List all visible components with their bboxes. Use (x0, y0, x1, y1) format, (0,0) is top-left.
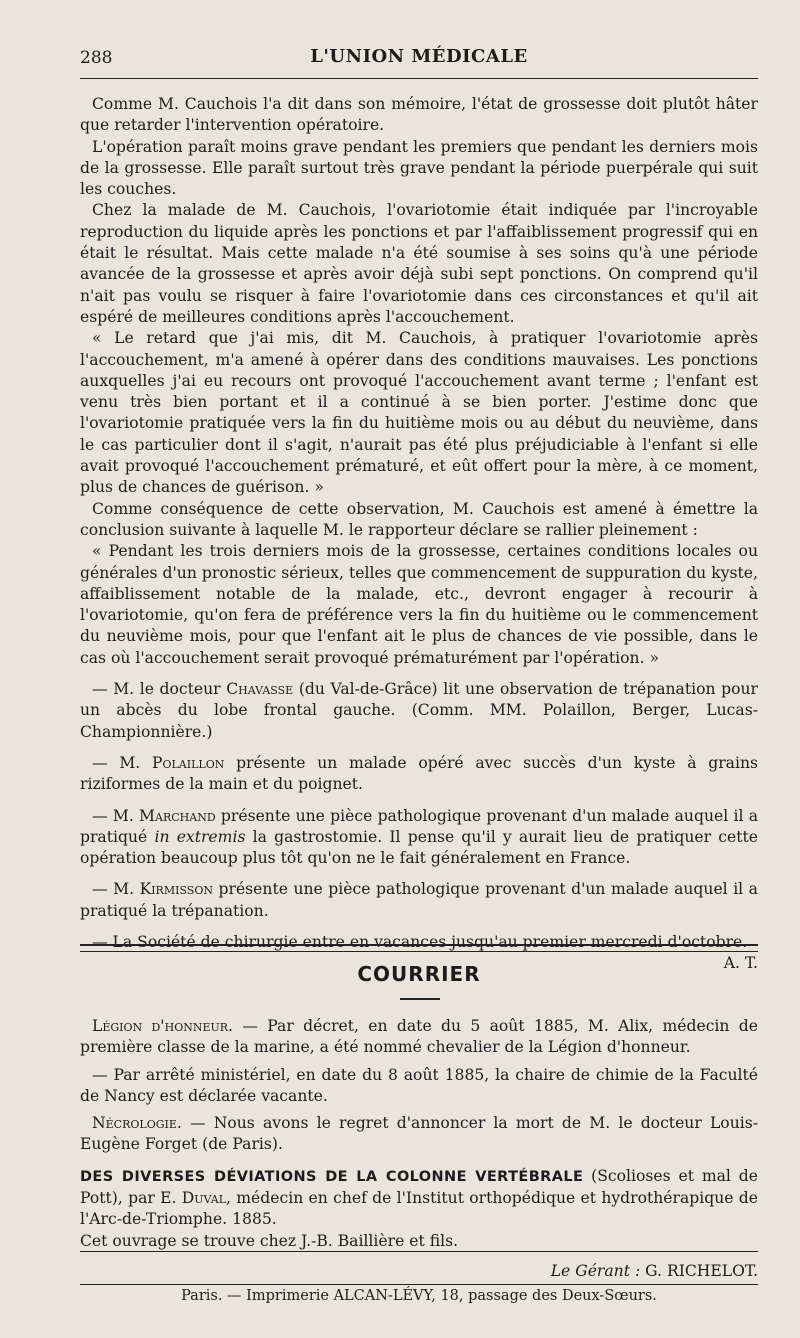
section-title: COURRIER (357, 962, 481, 986)
courrier-section (80, 1016, 758, 1252)
paragraph: « Le retard que j'ai mis, dit M. Cauchois, à pratiquer l'ovariotomie après l'accouchement, m'a amené à opérer dans des conditions mauvaises. Les ponctions auxquelles j'ai eu recours ont provoqué l'accouchement avant terme ; l'enfant est venu très bien portant et il a continué à se bien porter. J'estime donc que l'ovariotomie pratiquée vers la fin du huitième mois ou au début du neuvième, dans le cas particulier dont il s'agit, n'aurait pas été plus préjudiciable à l'enfant si elle avait provoqué l'accouchement prématuré, et eût offert pour la mère, à ce moment, plus de chances de guérison. » (80, 329, 758, 497)
text-run: (Scolioses et mal de Pott), par E. (80, 1166, 758, 1208)
text-run: présente une pièce pathologique provenant d'un malade auquel il a pratiqué (80, 806, 758, 846)
text-run: — Par décret, en date du 5 août 1885, M. Alix, médecin de première classe de la marine, a été nommé chevalier de la Légion d'honneur. (80, 1017, 758, 1057)
title-underline (400, 998, 440, 1000)
author-name: Polaillon (151, 753, 225, 772)
page-header (80, 44, 758, 74)
text-run: (du Val-de-Grâce) lit une observation de trépanation pour un abcès du lobe frontal gauche. (Comm. MM. Polaillon, Berger, Lucas-Championnière.) (80, 680, 758, 741)
journal-title: L'UNION MÉDICALE (310, 46, 528, 67)
signature: A. T. (723, 954, 758, 973)
text-run: la gastrostomie. Il pense qu'il y aurait lieu de pratiquer cette opération beaucoup plus tôt qu'on ne le fait généralement en France. (80, 827, 758, 868)
author-name: Kirmisson (139, 880, 213, 899)
news-item-nancy: — Par arrêté ministériel, en date du 8 août 1885, la chaire de chimie de la Faculté de Nancy est déclarée vacante. (80, 1065, 758, 1105)
italic-term: in extremis (154, 827, 246, 846)
text-run: — M. (92, 806, 140, 825)
gerant-name: G. RICHELOT. (640, 1262, 758, 1280)
book-notice (80, 1166, 758, 1231)
paragraph: L'opération paraît moins grave pendant les premiers que pendant les derniers mois de la grossesse. Elle paraît surtout très grave pendant la période puerpérale qui suit les couches. (80, 137, 758, 199)
author-name: Chavasse (226, 680, 294, 699)
footer-rule-2 (80, 1284, 758, 1285)
header-rule (80, 78, 758, 79)
printer-imprint: Paris. — Imprimerie ALCAN-LÉVY, 18, passage des Deux-Sœurs. (181, 1288, 657, 1304)
paragraph: Comme conséquence de cette observation, M. Cauchois est amené à émettre la conclusion suivante à laquelle M. le rapporteur déclare se rallier pleinement : (80, 499, 758, 539)
text-run: présente une pièce pathologique provenant d'un malade auquel il a pratiqué la trépanation. (80, 880, 758, 920)
text-run: — Nous avons le regret d'annoncer la mort de M. le docteur Louis-Eugène Forget (de Paris). (80, 1114, 758, 1154)
text-run: — M. (92, 880, 140, 899)
footer-rule (80, 1251, 758, 1252)
news-item-necrologie (80, 1113, 758, 1156)
text-run: , médecin en chef de l'Institut orthopédique et hydrothérapique de l'Arc-de-Triomphe. 1885. (80, 1189, 759, 1229)
news-item-legion (80, 1016, 758, 1059)
book-title: DES DIVERSES DÉVIATIONS DE LA COLONNE VERTÉBRALE (80, 1168, 584, 1185)
news-label: Nécrologie. (92, 1114, 182, 1133)
paragraph: « Pendant les trois derniers mois de la grossesse, certaines conditions locales ou générales d'un pronostic sérieux, telles que commencement de suppuration du kyste, affaiblissement notable de la malade, etc., devront engager à recourir à l'ovariotomie, qu'on fera de préférence vers la fin du huitième ou le commencement du neuvième mois, pour que l'enfant ait le plus de chances de vie possible, dans le cas où l'accouchement serait provoqué prématurément par l'opération. » (80, 542, 758, 667)
text-run: — M. (92, 753, 152, 772)
paragraph-kirmisson (80, 879, 758, 922)
paragraph: Comme M. Cauchois l'a dit dans son mémoire, l'état de grossesse doit plutôt hâter que retarder l'intervention opératoire. (80, 95, 758, 135)
news-label: Légion d'honneur. (92, 1017, 233, 1035)
gerant-label: Le Gérant : (550, 1262, 641, 1280)
paragraph: Chez la malade de M. Cauchois, l'ovariotomie était indiquée par l'incroyable reproduction du liquide après les ponctions et par l'affaiblissement progressif qui en était le résultat. Mais cette malade n'a été soumise à ses soins qu'à une période avancée de la grossesse et après avoir déjà subi sept ponctions. On comprend qu'il n'ait pas voulu se risquer à faire l'ovariotomie dans ces circonstances et qu'il ait espéré de meilleures conditions après l'accouchement. (80, 201, 758, 326)
page-number: 288 (80, 48, 113, 68)
book-availability: Cet ouvrage se trouve chez J.-B. Baillière et fils. (80, 1231, 459, 1250)
article-body (80, 94, 758, 975)
author-name: Duval (181, 1189, 226, 1208)
paragraph-marchand (80, 806, 758, 870)
gerant-line (551, 1262, 758, 1280)
paragraph-vacances: — La Société de chirurgie entre en vacances jusqu'au premier mercredi d'octobre. (92, 932, 748, 951)
paragraph-chavasse (80, 679, 758, 743)
paragraph-polaillon (80, 753, 758, 796)
text-run: présente un malade opéré avec succès d'un kyste à grains riziformes de la main et du poignet. (80, 753, 758, 794)
text-run: — M. le docteur (92, 680, 227, 699)
author-name: Marchand (139, 806, 216, 825)
section-divider (80, 944, 758, 952)
